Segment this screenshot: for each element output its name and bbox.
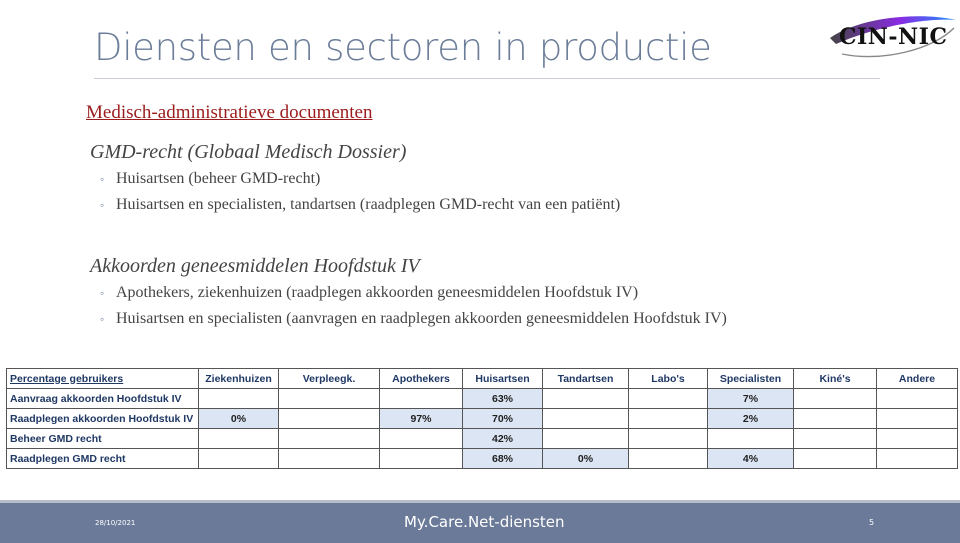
table-header-cell: Percentage gebruikers: [7, 369, 199, 389]
logo-text: CIN-NIC: [839, 24, 948, 50]
bullet-text: Apothekers, ziekenhuizen (raadplegen akkoorden geneesmiddelen Hoofdstuk IV): [116, 284, 639, 301]
section-title: Medisch-administratieve documenten: [86, 102, 373, 123]
table-cell: [629, 429, 708, 449]
table-cell: 70%: [463, 409, 543, 429]
footer-title: My.Care.Net-diensten: [404, 513, 565, 531]
table-row-label: Raadplegen akkoorden Hoofdstuk IV: [7, 409, 199, 429]
bullet-text: Huisartsen en specialisten, tandartsen (raadplegen GMD-recht van een patiënt): [116, 196, 621, 213]
table-row: [7, 449, 958, 469]
table-header-cell: Verpleegk.: [279, 369, 380, 389]
bullet-item: [100, 310, 727, 328]
bullet-marker: ◦: [100, 172, 105, 186]
table-cell: [199, 429, 279, 449]
table-cell: [877, 409, 958, 429]
table-row: [7, 409, 958, 429]
table-cell: 68%: [463, 449, 543, 469]
heading-gmd: GMD-recht (Globaal Medisch Dossier): [90, 141, 407, 163]
table-cell: 0%: [199, 409, 279, 429]
table-cell: 97%: [380, 409, 463, 429]
table-cell: 2%: [708, 409, 794, 429]
slide-title: Diensten en sectoren in productie: [94, 26, 712, 69]
table-cell: 63%: [463, 389, 543, 409]
table-cell: [877, 429, 958, 449]
table-cell: [877, 449, 958, 469]
table-cell: [543, 429, 629, 449]
bullet-text: Huisartsen (beheer GMD-recht): [116, 170, 321, 187]
footer-date: 28/10/2021: [95, 519, 136, 527]
table-cell: [708, 429, 794, 449]
table-cell: [794, 429, 877, 449]
table-row-label: Raadplegen GMD recht: [7, 449, 199, 469]
table-row-label: Beheer GMD recht: [7, 429, 199, 449]
table-cell: [279, 429, 380, 449]
table-header-cell: Andere: [877, 369, 958, 389]
bullet-marker: ◦: [100, 286, 105, 300]
table-cell: [380, 429, 463, 449]
title-divider: [94, 78, 880, 79]
table-header-row: [7, 369, 958, 389]
table-row: [7, 429, 958, 449]
table-cell: [279, 449, 380, 469]
table-cell: [794, 449, 877, 469]
table-cell: 7%: [708, 389, 794, 409]
table-row-label: Aanvraag akkoorden Hoofdstuk IV: [7, 389, 199, 409]
table-header-cell: Labo's: [629, 369, 708, 389]
table-cell: [199, 389, 279, 409]
table-cell: [543, 389, 629, 409]
table-header-cell: Kiné's: [794, 369, 877, 389]
bullet-marker: ◦: [100, 312, 105, 326]
bullet-item: [100, 196, 620, 214]
table-cell: [629, 449, 708, 469]
table-cell: [629, 389, 708, 409]
table-header-cell: Specialisten: [708, 369, 794, 389]
table-cell: [380, 449, 463, 469]
table-cell: [629, 409, 708, 429]
table-cell: [279, 409, 380, 429]
table-cell: [794, 409, 877, 429]
heading-akkoorden: Akkoorden geneesmiddelen Hoofdstuk IV: [90, 255, 420, 277]
table-cell: [794, 389, 877, 409]
bullet-text: Huisartsen en specialisten (aanvragen en raadplegen akkoorden geneesmiddelen Hoofdstuk IV): [116, 310, 727, 327]
table-row: [7, 389, 958, 409]
page-number: 5: [869, 518, 875, 527]
table-cell: 0%: [543, 449, 629, 469]
table-cell: [877, 389, 958, 409]
table-header-cell: Apothekers: [380, 369, 463, 389]
table-cell: [543, 409, 629, 429]
bullet-item: [100, 170, 320, 188]
table-cell: [279, 389, 380, 409]
bullet-item: [100, 284, 638, 302]
table-header-cell: Tandartsen: [543, 369, 629, 389]
table-cell: 4%: [708, 449, 794, 469]
table-cell: 42%: [463, 429, 543, 449]
table-header-cell: Ziekenhuizen: [199, 369, 279, 389]
table-header-cell: Huisartsen: [463, 369, 543, 389]
usage-percentage-table: [6, 368, 958, 469]
table-cell: [199, 449, 279, 469]
bullet-marker: ◦: [100, 198, 105, 212]
table-cell: [380, 389, 463, 409]
